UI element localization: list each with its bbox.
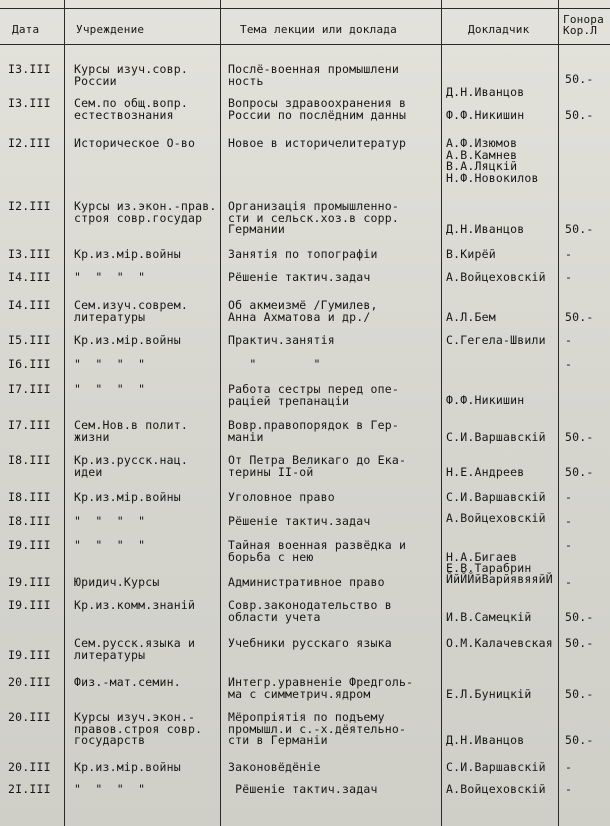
row-institution: Кр.из.мір.войны <box>74 333 181 347</box>
row-speaker: С.И.Варшавскій <box>446 490 546 504</box>
row-speaker: С.И.Варшавскій <box>446 760 546 774</box>
row-topic: Работа сестры перед опе- раціей трепанаціи <box>228 382 399 408</box>
row-fee: - <box>565 490 573 504</box>
row-institution: Сем.по общ.вопр. естествознания <box>74 96 188 122</box>
row-fee: - <box>565 357 573 371</box>
rule-speaker-fee <box>558 0 559 826</box>
row-date: I9.III <box>8 538 51 552</box>
row-institution: " " " " <box>74 538 146 552</box>
row-speaker: ЙйЙЙйВарйявяяйЙ <box>446 572 553 586</box>
row-fee: 50.- <box>565 636 594 650</box>
row-fee: 50.- <box>565 222 594 236</box>
row-date: 20.III <box>8 675 51 689</box>
row-topic: Рёшеніе тактич.задач <box>228 514 371 528</box>
row-fee: 50.- <box>565 733 594 747</box>
row-date: I4.III <box>8 298 51 312</box>
row-date: I6.III <box>8 357 51 371</box>
row-topic: Совр.законодательство в области учета <box>228 598 392 624</box>
row-institution: Кр.из.русск.нац. идеи <box>74 453 188 479</box>
row-topic: Учебники русскаго языка <box>228 636 392 650</box>
row-fee: - <box>565 782 573 796</box>
row-date: 20.III <box>8 710 51 724</box>
row-speaker: О.М.Калачевская <box>446 636 553 650</box>
row-institution: Курсы изуч.совр. России <box>74 62 188 88</box>
row-date: I9.III <box>8 598 51 612</box>
row-speaker: А.Войцеховскій <box>446 270 546 284</box>
row-institution: " " " " <box>74 514 146 528</box>
row-topic: Об акмеизмё /Гумилев, Анна Ахматова и др./ <box>228 298 378 324</box>
row-institution: Историческое О-во <box>74 136 196 150</box>
row-topic: Уголовное право <box>228 490 335 504</box>
row-speaker: С.И.Варшавскій <box>446 429 546 444</box>
row-fee: - <box>565 760 573 774</box>
header-fee: Гонора Кор.Л <box>563 13 604 37</box>
row-institution: " " " " <box>74 357 146 371</box>
row-fee: - <box>565 247 573 261</box>
row-institution: Кр.из.мір.войны <box>74 490 181 504</box>
row-date: I2.III <box>8 136 51 150</box>
row-date: 20.III <box>8 760 51 774</box>
row-topic: Вовр.правопорядок в Гер- маніи <box>228 418 399 444</box>
row-date: I8.III <box>8 490 51 504</box>
row-institution: Юридич.Курсы <box>74 575 160 589</box>
row-institution: " " " " <box>74 381 146 396</box>
row-topic: Практич.занятія <box>228 333 335 347</box>
row-date: I8.III <box>8 453 51 467</box>
row-topic: Вопросы здравоохранения в России по послёдним данны <box>228 96 407 122</box>
row-fee: - <box>565 270 573 284</box>
row-institution: " " " " <box>74 782 146 796</box>
row-fee: 50.- <box>565 464 594 479</box>
row-topic: Новое в историчелитератур <box>228 136 407 150</box>
row-fee: 50.- <box>565 686 594 701</box>
row-date: I3.III <box>8 96 51 110</box>
row-speaker: Д.Н.Иванцов <box>446 222 525 236</box>
row-date: I3.III <box>8 247 51 261</box>
row-speaker: Д.Н.Иванцов <box>446 733 525 747</box>
row-topic: Рёшеніе тактич.задач <box>228 782 378 796</box>
row-topic: Послё-военная промышлени ность <box>228 62 399 88</box>
row-speaker: Е.Л.Буницкій <box>446 686 532 701</box>
rule-topic-speaker <box>441 0 442 826</box>
header-top-rule <box>0 8 610 9</box>
row-institution: Сем.изуч.соврем. литературы <box>74 298 188 324</box>
row-speaker: Д.Н.Иванцов <box>446 85 525 99</box>
row-topic: От Петра Великаго до Ека- терины II-ой <box>228 453 407 479</box>
row-date: I8.III <box>8 514 51 528</box>
row-institution: Кр.из.комм.знаній <box>74 598 196 612</box>
row-speaker: Ф.Ф.Никишин <box>446 393 525 407</box>
row-speaker: С.Гегела-Швили <box>446 333 546 347</box>
row-date: I7.III <box>8 381 51 396</box>
row-topic: Рёшеніе тактич.задач <box>228 270 371 284</box>
row-topic: " " <box>228 357 321 371</box>
rule-institution-topic <box>220 0 221 826</box>
row-date: I9.III <box>8 575 51 589</box>
row-speaker: И.В.Самецкій <box>446 609 532 624</box>
row-speaker: А.Войцеховскій <box>446 782 546 796</box>
row-fee: - <box>565 575 573 589</box>
row-speaker: А.Войцеховскій <box>446 511 546 525</box>
row-fee: 50.- <box>565 429 594 444</box>
row-fee: - <box>565 538 573 552</box>
row-speaker: А.Ф.Изюмов А.В.Камнев В.А.Ляцкій Н.Ф.Новокилов <box>446 136 539 185</box>
header-date: Дата <box>12 23 40 36</box>
row-fee: 50.- <box>565 309 594 324</box>
row-fee: 50.- <box>565 72 594 86</box>
row-speaker: Н.Е.Андреев <box>446 464 525 479</box>
row-speaker: А.Л.Бем <box>446 309 496 324</box>
header-topic: Тема лекции или доклада <box>240 23 397 36</box>
row-speaker: Ф.Ф.Никишин <box>446 107 525 122</box>
header-speaker: Докладчик <box>468 23 530 36</box>
row-institution: Кр.из.мір.войны <box>74 760 181 774</box>
row-institution: Кр.из.мір.войны <box>74 247 181 261</box>
row-date: I7.III <box>8 418 51 432</box>
row-institution: Сем.Нов.в полит. жизни <box>74 418 188 444</box>
header-institution: Учреждение <box>76 23 145 36</box>
row-institution: Сем.русск.языка и литературы <box>74 636 196 662</box>
row-fee: 50.- <box>565 107 594 122</box>
row-date: I9.III <box>8 647 51 662</box>
row-speaker: Н.А.Бигаев Е.В.Тарабрин <box>446 549 532 575</box>
row-topic: Занятія по топографіи <box>228 247 378 261</box>
row-date: I5.III <box>8 333 51 347</box>
row-date: 2I.III <box>8 782 51 796</box>
row-topic: Административное право <box>228 575 385 589</box>
row-fee: - <box>565 333 573 347</box>
row-topic: Законовёдёніе <box>228 760 321 774</box>
rule-date-institution <box>64 0 65 826</box>
row-date: I2.III <box>8 199 51 213</box>
row-speaker: В.Кирёй <box>446 247 496 261</box>
row-fee: 50.- <box>565 609 594 624</box>
row-topic: Мёропріятія по подъему промышл.и с.-х.дёятельно- сти в Германіи <box>228 710 407 747</box>
row-date: I3.III <box>8 62 51 76</box>
row-fee: - <box>565 514 573 528</box>
row-institution: Курсы из.экон.-прав. строя совр.государ <box>74 199 217 225</box>
row-topic: Интегр.уравненіе Фредголь- ма с симметрич.ядром <box>228 675 414 701</box>
row-institution: Физ.-мат.семин. <box>74 675 181 689</box>
row-institution: " " " " <box>74 270 146 284</box>
row-institution: Курсы изуч.экон.- правов.строя совр. государств <box>74 710 203 747</box>
row-topic: Тайная военная развёдка и борьба с нею <box>228 538 407 564</box>
header-bottom-rule <box>0 44 610 45</box>
row-date: I4.III <box>8 270 51 284</box>
row-topic: Организація промышленно- сти и сельск.хоз.в сорр. Германии <box>228 199 399 236</box>
